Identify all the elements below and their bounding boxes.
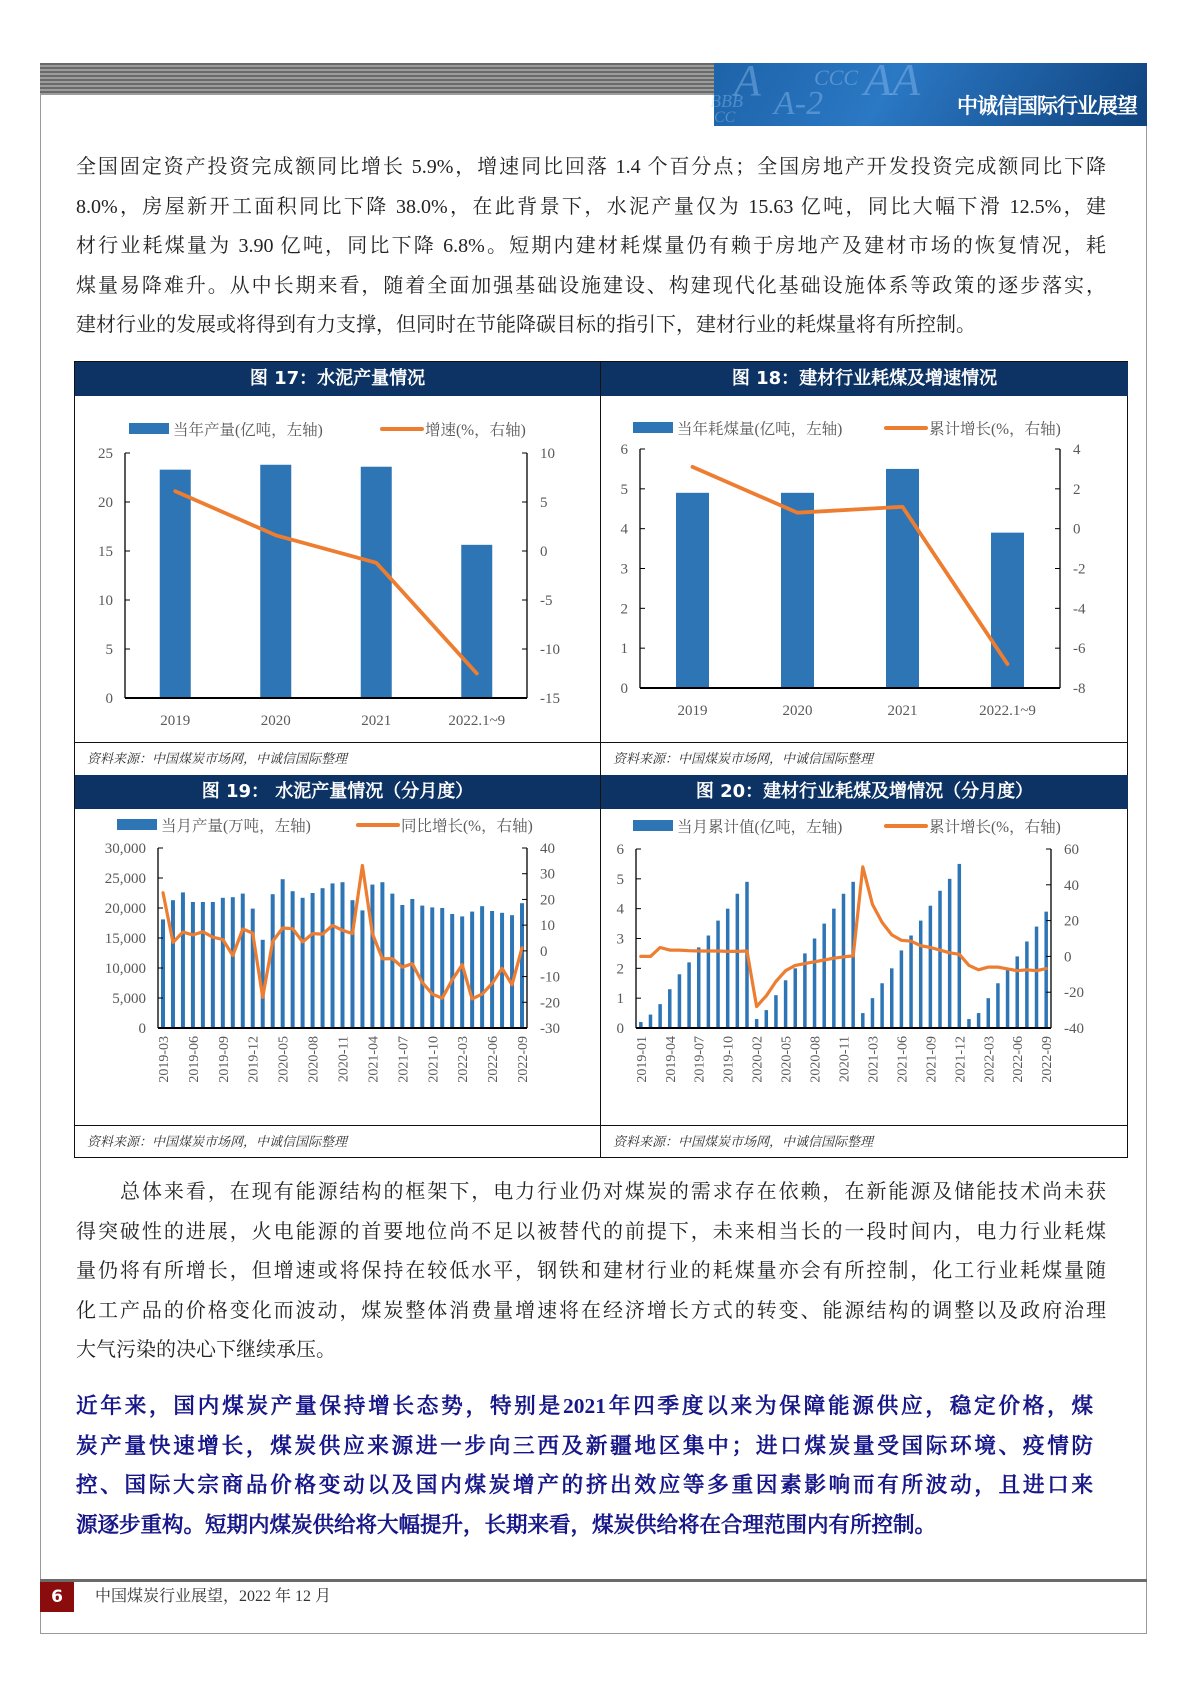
left-tick-label: 5: [616, 871, 624, 888]
x-tick-label: 2021-03: [866, 1036, 882, 1083]
logo-decor-letter: AA: [864, 54, 921, 105]
x-tick-label: 2022.1~9: [448, 713, 506, 729]
text-line: 全国固定资产投资完成额同比增长 5.9%，增速同比回落 1.4 个百分点；全国房地产开发投资完成额同比下降: [76, 156, 1106, 178]
figures-table: [74, 361, 1128, 1158]
x-tick-label: 2021: [887, 703, 918, 719]
legend-bar-label: 当年耗煤量(亿吨，左轴): [677, 421, 843, 438]
right-tick-label: 4: [1073, 442, 1081, 458]
fig18-title: 图 18：建材行业耗煤及增速情况: [601, 362, 1128, 396]
legend-bar-label: 当月产量(万吨，左轴): [161, 818, 311, 835]
right-tick-label: -10: [540, 642, 560, 658]
footer-divider: [40, 1579, 1147, 1582]
logo-decor-letter: A-2: [774, 85, 824, 122]
x-tick-label: 2020: [260, 713, 291, 729]
legend-line-label: 累计增长(%，右轴): [929, 819, 1061, 836]
fig19-title: 图 19： 水泥产量情况（分月度）: [75, 775, 600, 809]
right-tick-label: 2: [1073, 481, 1081, 498]
header-logo-banner: [710, 54, 1147, 126]
left-tick-label: 3: [620, 561, 628, 578]
left-tick-label: 15,000: [104, 931, 146, 947]
x-tick-label: 2020-05: [779, 1036, 795, 1083]
right-tick-label: 30: [540, 866, 555, 883]
legend-bar-label: 当年产量(亿吨，左轴): [173, 422, 323, 439]
text-line: 8.0%，房屋新开工面积同比下降 38.0%，在此背景下，水泥产量仅为 15.63 亿吨，同比大幅下滑 12.5%，建: [76, 195, 1106, 218]
text-line: 建材行业的发展或将得到有力支撑，但同时在节能降碳目标的指引下，建材行业的耗煤量将有所控制。: [76, 314, 976, 336]
text-line: 大气污染的决心下继续承压。: [76, 1339, 336, 1361]
right-tick-label: 5: [540, 495, 548, 511]
legend-bar-label: 当月累计值(亿吨，左轴): [677, 819, 843, 836]
x-tick-label: 2019-01: [634, 1036, 650, 1083]
x-tick-label: 2021-04: [366, 1036, 382, 1083]
right-tick-label: 0: [1064, 949, 1072, 966]
footer-text: 中国煤炭行业展望，2022 年 12 月: [95, 1588, 332, 1605]
left-tick-label: 2: [616, 961, 624, 978]
x-tick-label: 2020-02: [750, 1036, 766, 1083]
text-line: 材行业耗煤量为 3.90 亿吨，同比下降 6.8%。短期内建材耗煤量仍有赖于房地产及建材市场的恢复情况，耗: [76, 235, 1106, 257]
x-tick-label: 2020: [782, 703, 813, 719]
x-tick-label: 2021-07: [396, 1036, 412, 1083]
right-tick-label: -4: [1073, 601, 1086, 618]
left-tick-label: 1: [620, 641, 628, 658]
x-tick-label: 2019: [160, 713, 191, 729]
fig18-source: 资料来源：中国煤炭市场网，中诚信国际整理: [601, 742, 1128, 774]
left-tick-label: 25: [98, 446, 113, 462]
legend-line-label: 同比增长(%，右轴): [401, 818, 533, 835]
x-tick-label: 2020-11: [837, 1036, 853, 1083]
x-tick-label: 2021-12: [953, 1036, 969, 1083]
left-tick-label: 3: [616, 931, 624, 948]
left-tick-label: 4: [620, 521, 628, 538]
right-tick-label: -6: [1073, 641, 1086, 658]
x-tick-label: 2019-04: [663, 1036, 679, 1083]
legend-line-label: 累计增长(%，右轴): [929, 421, 1061, 438]
left-tick-label: 5: [105, 642, 113, 658]
right-tick-label: -20: [540, 995, 560, 1012]
left-tick-label: 15: [98, 544, 113, 560]
x-tick-label: 2019-12: [246, 1036, 262, 1083]
x-tick-label: 2022-03: [456, 1036, 472, 1083]
logo-decor-letter: A: [734, 56, 761, 105]
text-line: 总体来看，在现有能源结构的框架下，电力行业仍对煤炭的需求存在依赖，在新能源及储能技术尚未获: [120, 1181, 1106, 1203]
text-line: 得突破性的进展，火电能源的首要地位尚不足以被替代的前提下，未来相当长的一段时间内，电力行业耗煤: [76, 1220, 1106, 1243]
x-tick-label: 2021-10: [426, 1036, 442, 1083]
x-tick-label: 2019-07: [692, 1036, 708, 1083]
right-tick-label: -2: [1073, 561, 1086, 578]
left-tick-label: 0: [616, 1021, 624, 1037]
x-tick-label: 2022-06: [486, 1036, 502, 1083]
left-tick-label: 6: [616, 842, 624, 858]
x-tick-label: 2022.1~9: [979, 703, 1036, 719]
left-tick-label: 10: [98, 593, 113, 609]
right-tick-label: -40: [1064, 1021, 1084, 1037]
right-tick-label: 40: [540, 841, 555, 857]
x-tick-label: 2020-11: [336, 1036, 352, 1083]
right-tick-label: 10: [540, 918, 555, 935]
text-line: 化工产品的价格变化而波动，煤炭整体消费量增速将在经济增长方式的转变、能源结构的调整以及政府治理: [76, 1299, 1106, 1322]
x-tick-label: 2019-10: [721, 1036, 737, 1083]
logo-decor-letter: CC: [714, 109, 736, 126]
left-tick-label: 0: [138, 1021, 146, 1037]
text-line: 控、国际大宗商品价格变动以及国内煤炭增产的挤出效应等多重因素影响而有所波动，且进口来: [76, 1473, 1093, 1497]
right-tick-label: 0: [1073, 521, 1081, 538]
right-tick-label: 10: [540, 446, 555, 462]
left-tick-label: 2: [620, 601, 628, 618]
right-tick-label: 0: [540, 943, 548, 960]
text-line: 炭产量快速增长，煤炭供应来源进一步向三西及新疆地区集中；进口煤炭量受国际环境、疫情防: [76, 1433, 1093, 1458]
header-stripes: [40, 63, 714, 95]
right-tick-label: 20: [540, 892, 555, 909]
fig17-source: 资料来源：中国煤炭市场网，中诚信国际整理: [75, 742, 600, 774]
right-tick-label: 0: [540, 544, 548, 560]
right-tick-label: -15: [540, 691, 560, 707]
publication-title: 中诚信国际行业展望: [957, 94, 1137, 118]
right-tick-label: 20: [1064, 913, 1079, 930]
paragraph-2: [76, 1173, 1106, 1371]
x-tick-label: 2019-06: [186, 1036, 202, 1083]
fig20-title: 图 20：建材行业耗煤及增情况（分月度）: [601, 775, 1128, 809]
right-tick-label: -20: [1064, 985, 1084, 1002]
right-tick-label: -8: [1073, 681, 1086, 697]
x-tick-label: 2022-09: [516, 1036, 532, 1083]
text-line: 源逐步重构。短期内煤炭供给将大幅提升，长期来看，煤炭供给将在合理范围内有所控制。: [76, 1512, 937, 1537]
page-number: 6: [40, 1582, 74, 1612]
left-tick-label: 0: [620, 681, 628, 697]
x-tick-label: 2021-09: [924, 1036, 940, 1083]
x-tick-label: 2019-09: [216, 1036, 232, 1083]
right-tick-label: 40: [1064, 877, 1079, 894]
text-line: 煤量易降难升。从中长期来看，随着全面加强基础设施建设、构建现代化基础设施体系等政策的逐步落实，: [76, 274, 1106, 297]
right-tick-label: -30: [540, 1021, 560, 1037]
left-tick-label: 25,000: [104, 871, 146, 887]
text-line: 量仍将有所增长，但增速或将保持在较低水平，钢铁和建材行业的耗煤量亦会有所控制，化工行业耗煤量随: [76, 1260, 1106, 1282]
left-tick-label: 1: [616, 991, 624, 1008]
right-tick-label: -5: [540, 593, 553, 609]
left-tick-label: 30,000: [104, 841, 146, 857]
x-tick-label: 2019-03: [156, 1036, 172, 1083]
logo-decor-letter: BBB: [710, 91, 743, 111]
legend-line-label: 增速(%，右轴): [425, 422, 526, 439]
x-tick-label: 2022-09: [1040, 1036, 1056, 1083]
x-tick-label: 2019: [677, 703, 708, 719]
fig17-title: 图 17：水泥产量情况: [75, 362, 600, 396]
left-tick-label: 0: [105, 691, 113, 707]
x-tick-label: 2020-08: [808, 1036, 824, 1083]
left-tick-label: 4: [616, 901, 624, 918]
x-tick-label: 2021: [361, 713, 392, 729]
left-tick-label: 5: [620, 481, 628, 498]
text-line: 近年来，国内煤炭产量保持增长态势，特别是2021年四季度以来为保障能源供应，稳定价格，煤: [76, 1394, 1093, 1418]
right-tick-label: 60: [1064, 842, 1079, 858]
fig20-source: 资料来源：中国煤炭市场网，中诚信国际整理: [601, 1125, 1128, 1157]
left-tick-label: 6: [620, 442, 628, 458]
right-tick-label: -10: [540, 969, 560, 986]
paragraph-1: [76, 148, 1106, 346]
logo-decor-letter: CCC: [814, 65, 859, 90]
left-tick-label: 20: [98, 495, 113, 511]
left-tick-label: 10,000: [104, 961, 146, 977]
highlight-paragraph: [76, 1387, 1093, 1545]
fig19-source: 资料来源：中国煤炭市场网，中诚信国际整理: [75, 1125, 600, 1157]
x-tick-label: 2022-06: [1011, 1036, 1027, 1083]
left-tick-label: 20,000: [104, 901, 146, 917]
x-tick-label: 2022-03: [982, 1036, 998, 1083]
left-tick-label: 5,000: [112, 991, 146, 1007]
x-tick-label: 2020-05: [276, 1036, 292, 1083]
x-tick-label: 2021-06: [895, 1036, 911, 1083]
x-tick-label: 2020-08: [306, 1036, 322, 1083]
